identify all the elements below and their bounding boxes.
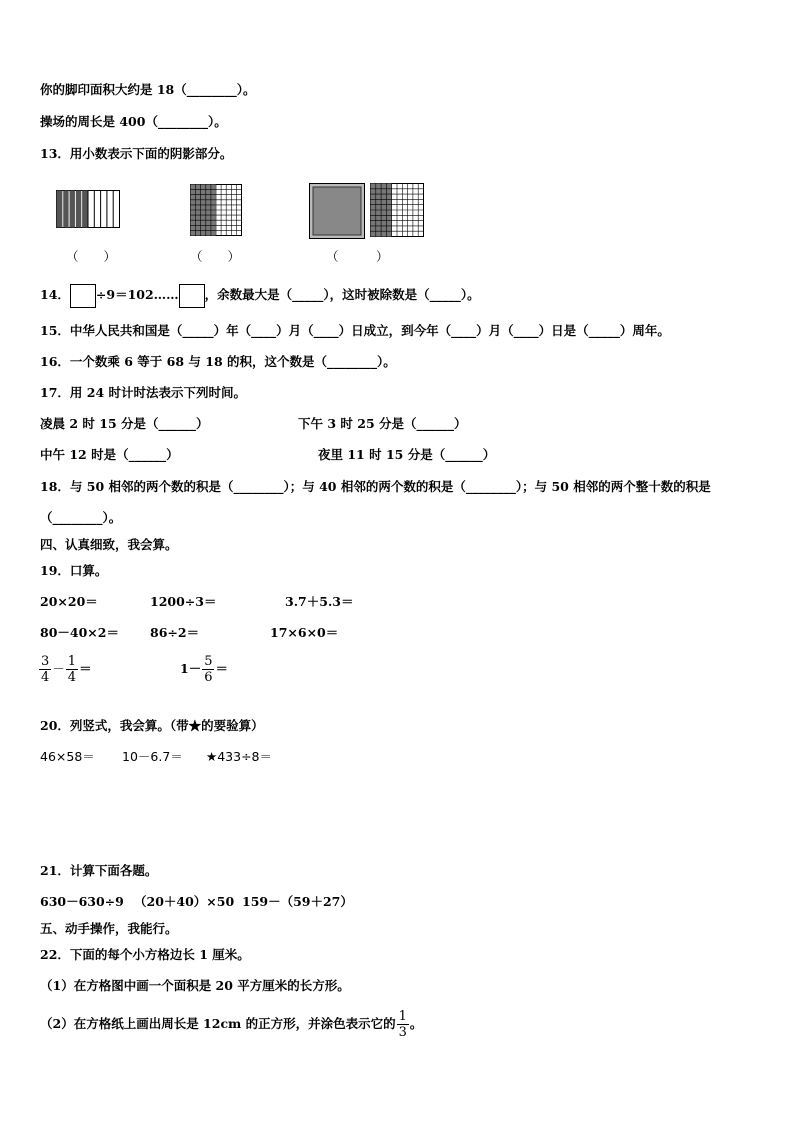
question-22-part-1: （1）在方格图中画一个面积是 20 平方厘米的长方形。 xyxy=(40,978,350,993)
q21-item-2: （20＋40）×50 xyxy=(134,894,235,909)
line-footprint: 你的脚印面积大约是 18（________）。 xyxy=(40,82,256,97)
time-noon: 中午 12 时是（______） xyxy=(40,447,179,462)
full-square-figure xyxy=(309,183,365,239)
fraction-calc-2: 1－ $\frac{5}{6}$ ＝ xyxy=(180,654,228,685)
section-5-heading: 五、动手操作，我能行。 xyxy=(40,921,178,936)
fraction-calc-1: $\frac{3}{4}$ － $\frac{1}{4}$ ＝ xyxy=(41,654,92,685)
question-15: 15．中华人民共和国是（_____）年（____）月（____）日成立，到今年（____）月（____）日是（_____）周年。 xyxy=(40,323,670,338)
q20-item-1: 46×58＝ xyxy=(40,749,95,764)
time-afternoon: 下午 3 时 25 分是（______） xyxy=(298,416,467,431)
line-playground: 操场的周长是 400（________）。 xyxy=(40,114,227,129)
question-14 xyxy=(40,283,480,308)
time-early-morning: 凌晨 2 时 15 分是（______） xyxy=(40,416,209,431)
question-18: 18．与 50 相邻的两个数的积是（________）；与 40 相邻的两个数的积是（________）；与 50 相邻的两个整十数的积是 xyxy=(40,479,711,494)
hundredths-grid-figure xyxy=(190,184,242,236)
question-22-part-2: （2）在方格纸上画出周长是 12cm 的正方形，并涂色表示它的 $\frac{1}{3}$ 。 xyxy=(40,1009,423,1040)
remainder-box[interactable] xyxy=(179,284,205,308)
calc-6: 17×6×0＝ xyxy=(270,625,339,640)
partial-grid-figure xyxy=(370,183,424,237)
question-20: 20．列竖式，我会算。（带★的要验算） xyxy=(40,718,264,733)
time-night: 夜里 11 时 15 分是（______） xyxy=(318,447,496,462)
answer-blank-1[interactable]: （ ） xyxy=(66,249,117,264)
q14-rest: ，余数最大是（_____），这时被除数是（_____）。 xyxy=(204,287,480,302)
answer-blank-3[interactable]: （ ） xyxy=(326,249,389,264)
question-22: 22．下面的每个小方格边长 1 厘米。 xyxy=(40,947,250,962)
question-17: 17．用 24 时计时法表示下列时间。 xyxy=(40,385,246,400)
q14-division: ÷9＝102…… xyxy=(95,287,179,302)
q14-number: 14． xyxy=(40,287,70,302)
q21-item-1: 630－630÷9 xyxy=(40,894,124,909)
fraction-5-6: $\frac{5}{6}$ xyxy=(204,654,213,685)
calc-2: 1200÷3＝ xyxy=(150,594,217,609)
fraction-3-4: $\frac{3}{4}$ xyxy=(41,654,50,685)
q21-item-3: 159－（59＋27） xyxy=(242,894,353,909)
q20-item-2: 10－6.7＝ xyxy=(122,749,183,764)
fraction-1-3: $\frac{1}{3}$ xyxy=(398,1009,407,1040)
question-16: 16．一个数乘 6 等于 68 与 18 的积，这个数是（________）。 xyxy=(40,354,396,369)
question-13: 13．用小数表示下面的阴影部分。 xyxy=(40,146,233,161)
question-21: 21．计算下面各题。 xyxy=(40,863,158,878)
answer-blank-2[interactable]: （ ） xyxy=(190,249,241,264)
fraction-1-4: $\frac{1}{4}$ xyxy=(67,654,77,685)
dividend-box[interactable] xyxy=(70,284,96,308)
calc-1: 20×20＝ xyxy=(40,594,98,609)
tenths-bar-figure xyxy=(56,190,120,228)
calc-3: 3.7＋5.3＝ xyxy=(285,594,354,609)
section-4-heading: 四、认真细致，我会算。 xyxy=(40,537,178,552)
question-18-end: （________）。 xyxy=(40,510,122,525)
question-19: 19．口算。 xyxy=(40,563,108,578)
calc-5: 86÷2＝ xyxy=(150,625,200,640)
q20-item-3: ★433÷8＝ xyxy=(206,749,272,764)
calc-4: 80－40×2＝ xyxy=(40,625,119,640)
